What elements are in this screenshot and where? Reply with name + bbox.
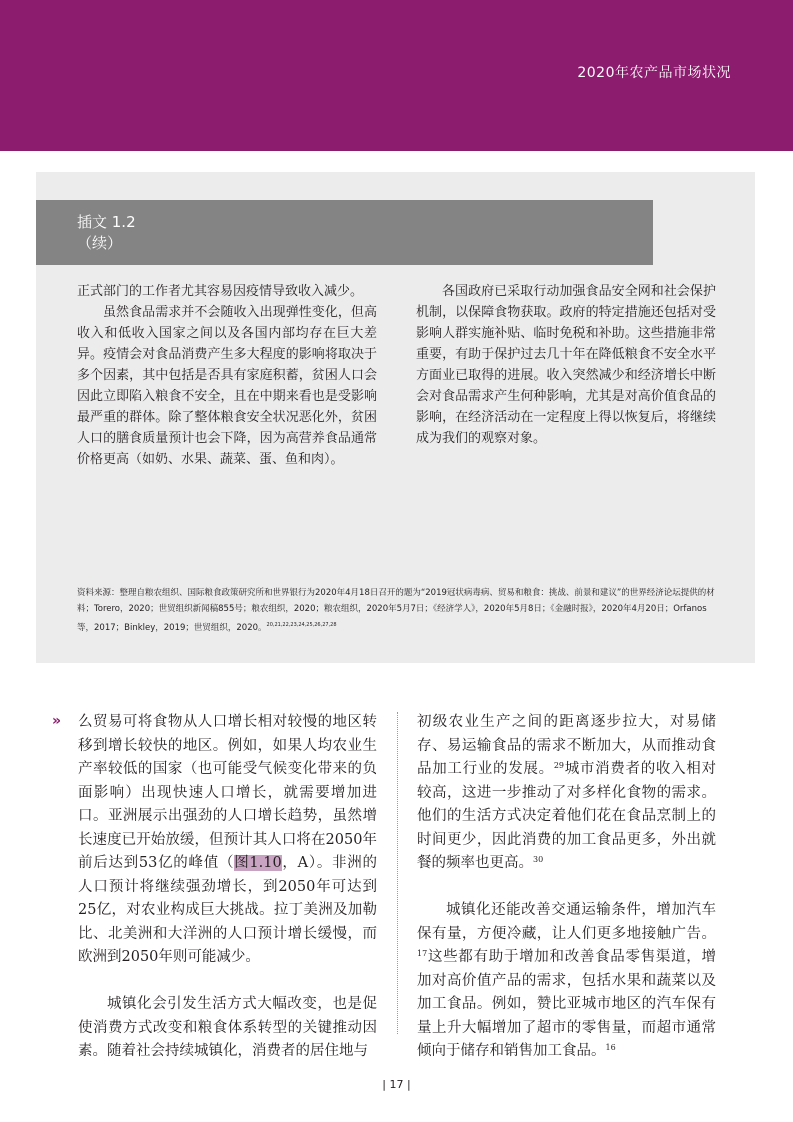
- body-right-column: [417, 711, 716, 1064]
- page-number: | 17 |: [382, 1078, 411, 1091]
- box-right-column: [416, 281, 716, 449]
- footnote-ref-16: 16: [605, 1043, 616, 1052]
- body-left-column: [78, 711, 377, 1064]
- body-text: 城镇化还能改善交通运输条件，增加汽车保有量，方便冷藏，让人们更多地接触广告。: [417, 902, 716, 942]
- box-right-paragraph-1: 各国政府已采取行动加强食品安全网和社会保护机制，以保障食物获取。政府的特定措施还包括对受影响人群实施补贴、临时免税和补助。这些措施非常重要，有助于保护过去几十年在降低粮食不安全水平方面业已取得的进展。收入突然减少和经济增长中断会对食品需求产生何种影响，尤其是对高价值食品的影响，在经济活动在一定程度上得以恢复后，将继续成为我们的观察对象。: [416, 284, 716, 446]
- box-label: 插文 1.2: [77, 213, 136, 231]
- body-right-paragraph-2: [417, 899, 716, 1064]
- body-text: ，A）。非洲的人口预计将继续强劲增长，到2050年可达到25亿，对农业构成巨大挑战。拉丁美洲及加勒比、北美洲和大洋洲的人口预计增长缓慢，而欧洲到2050年则可能减少。: [78, 855, 377, 965]
- box-left-paragraph-1: 正式部门的工作者尤其容易因疫情导致收入减少。: [77, 284, 364, 299]
- body-left-paragraph-1: [78, 711, 377, 970]
- continuation-mark: »: [52, 713, 62, 729]
- source-refs: 20,21,22,23,24,25,26,27,28: [266, 622, 337, 628]
- source-text: 资料来源：整理自粮农组织、国际粮食政策研究所和世界银行为2020年4月18日召开的题为“2019冠状病毒病、贸易和粮食：挑战、前景和建议”的世界经济论坛提供的材料；Torero，2020；世贸组织新闻稿855号；粮农组织，2020；粮农组织，2020年5月7日；《经济学人》，2020年5月8日；《金融时报》，2020年4月20日；Orfanos等，2017；Binkley，2019；世贸组织，2020。: [77, 588, 715, 633]
- column-divider: [397, 712, 398, 1034]
- body-text: 么贸易可将食物从人口增长相对较慢的地区转移到增长较快的地区。例如，如果人均农业生产率较低的国家（也可能受气候变化带来的负面影响）出现快速人口增长，就需要增加进口。亚洲展示出强劲的人口增长趋势，虽然增长速度已开始放缓，但预计其人口将在2050年前后达到53亿的峰值（: [78, 714, 377, 871]
- body-text: 城市消费者的收入相对较高，这进一步推动了对多样化食物的需求。他们的生活方式决定着他们花在食品烹制上的时间更少，因此消费的加工食品更多，外出就餐的频率也更高。: [417, 761, 717, 871]
- footnote-ref-17: 17: [417, 949, 428, 958]
- figure-reference-link[interactable]: 图1.10: [234, 855, 282, 871]
- body-text: 初级农业生产之间的距离逐步拉大，对易储存、易运输食品的需求不断加大，从而推动食品加工行业的发展。: [417, 714, 716, 777]
- report-title: 2020年农产品市场状况: [577, 65, 731, 81]
- body-left-paragraph-2: 城镇化会引发生活方式大幅改变，也是促使消费方式改变和粮食体系转型的关键推动因素。随着社会持续城镇化，消费者的居住地与: [78, 996, 377, 1059]
- footnote-ref-29: 29: [553, 761, 564, 770]
- footnote-ref-30: 30: [533, 855, 544, 864]
- box-title: [77, 212, 136, 254]
- source-note: [77, 585, 717, 636]
- body-right-paragraph-1: [417, 711, 716, 876]
- body-text: 这些都有助于增加和改善食品零售渠道，增加对高价值产品的需求，包括水果和蔬菜以及加工食品。例如，赞比亚城市地区的汽车保有量上升大幅增加了超市的零售量，而超市通常倾向于储存和销售加工食品。: [417, 949, 716, 1059]
- box-left-column: [77, 281, 377, 470]
- box-continued: （续）: [77, 234, 123, 252]
- box-left-paragraph-2: 虽然食品需求并不会随收入出现弹性变化，但高收入和低收入国家之间以及各国内部均存在巨大差异。疫情会对食品消费产生多大程度的影响将取决于多个因素，其中包括是否具有家庭积蓄，贫困人口会因此立即陷入粮食不安全，且在中期来看也是受影响最严重的群体。除了整体粮食安全状况恶化外，贫困人口的膳食质量预计也会下降，因为高营养食品通常价格更高（如奶、水果、蔬菜、蛋、鱼和肉）。: [77, 305, 377, 467]
